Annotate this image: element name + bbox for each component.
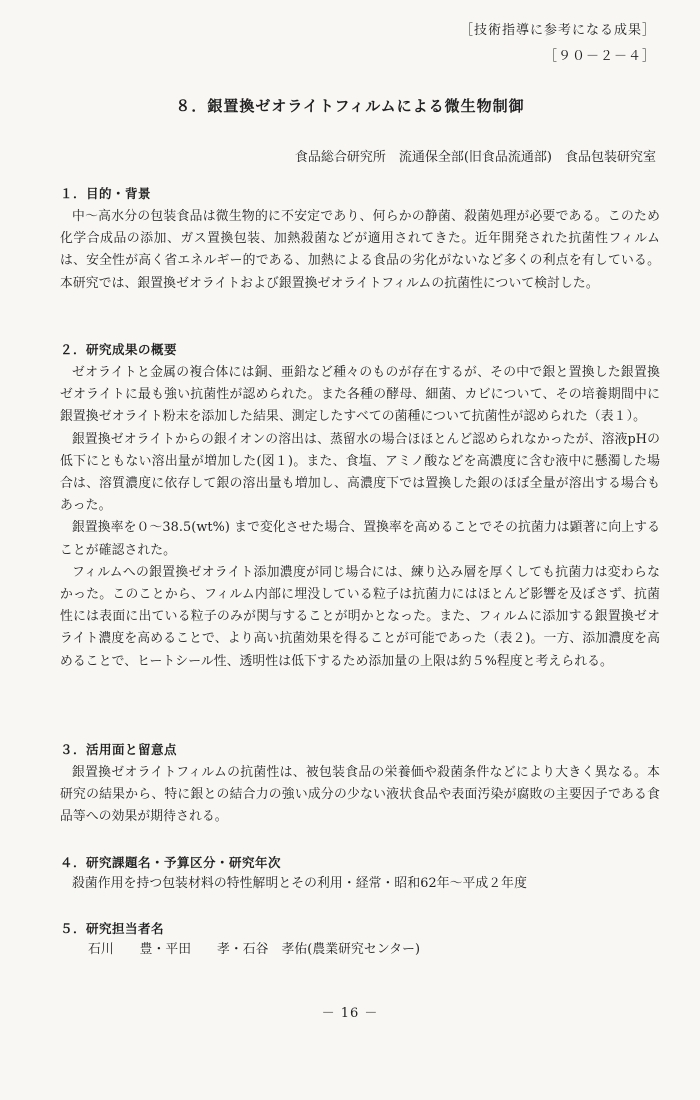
section-heading: １．目的・背景 — [60, 186, 152, 201]
section-heading: ３．活用面と留意点 — [60, 742, 178, 757]
section-paragraph: 殺菌作用を持つ包装材料の特性解明とその利用・経常・昭和62年～平成２年度 — [72, 876, 527, 891]
section-results — [60, 340, 660, 673]
affiliation: 食品総合研究所 流通保全部(旧食品流通部) 食品包装研究室 — [294, 150, 656, 165]
section-purpose — [60, 184, 660, 295]
section-paragraph: 銀置換率を０～38.5(wt%) まで変化させた場合、置換率を高めることでその抗菌力は顕著に向上することが確認された。 — [60, 520, 660, 558]
section-paragraph: 中～高水分の包装食品は微生物的に不安定であり、何らかの静菌、殺菌処理が必要である。このため化学合成品の添加、ガス置換包装、加熱殺菌などが適用されてきた。近年開発された抗菌性フィルムは、安全性が高く省エネルギー的である、加熱による食品の劣化がないなど多くの利点を有している。本研究では、銀置換ゼオライトおよび銀置換ゼオライトフィルムの抗菌性について検討した。 — [60, 209, 660, 291]
page-number: － 16 － — [321, 1006, 379, 1021]
section-heading: ４．研究課題名・予算区分・研究年次 — [60, 855, 282, 870]
section-researchers — [60, 919, 660, 961]
category-tag: ［技術指導に参考になる成果］ — [459, 23, 656, 38]
researcher-names: 石川 豊・平田 孝・石谷 孝佑(農業研究センター) — [88, 942, 421, 957]
document-code: ［９０－２－４］ — [543, 49, 656, 64]
section-heading: ５．研究担当者名 — [60, 921, 165, 936]
section-project — [60, 853, 660, 895]
section-paragraph: フィルムへの銀置換ゼオライト添加濃度が同じ場合には、練り込み層を厚くしても抗菌力は変わらなかった。このことから、フィルム内部に埋没している粒子は抗菌力にはほとんど影響を及ぼさず、抗菌性には表面に出ている粒子のみが関与することが明かとなった。また、フィルムに添加する銀置換ゼオライト濃度を高めることで、より高い抗菌効果を得ることが可能であった（表２)。一方、添加濃度を高めることで、ヒートシール性、透明性は低下するため添加量の上限は約５%程度と考えられる。 — [60, 564, 660, 669]
section-paragraph: ゼオライトと金属の複合体には銅、亜鉛など種々のものが存在するが、その中で銀と置換した銀置換ゼオライトに最も強い抗菌性が認められた。また各種の酵母、細菌、カビについて、その培養期間中に銀置換ゼオライト粉末を添加した結果、測定したすべての菌種について抗菌性が認められた（表１）。 — [60, 365, 660, 425]
section-heading: ２．研究成果の概要 — [60, 342, 178, 357]
section-paragraph: 銀置換ゼオライトからの銀イオンの溶出は、蒸留水の場合ほほとんど認められなかったが、溶液pHの低下にともない溶出量が増加した(図１)。また、食塩、アミノ酸などを高濃度に含む液中に懸濁した場合は、溶質濃度に依存して銀の溶出量も増加し、高濃度下では置換した銀のほぼ全量が溶出する場合もあった。 — [60, 431, 660, 514]
section-application — [60, 740, 660, 829]
section-paragraph: 銀置換ゼオライトフィルムの抗菌性は、被包装食品の栄養価や殺菌条件などにより大きく異なる。本研究の結果から、特に銀との結合力の強い成分の少ない液状食品や表面汚染が腐敗の主要因子である食品等への効果が期待される。 — [60, 765, 660, 825]
document-title: ８．銀置換ゼオライトフィルムによる微生物制御 — [175, 97, 525, 115]
